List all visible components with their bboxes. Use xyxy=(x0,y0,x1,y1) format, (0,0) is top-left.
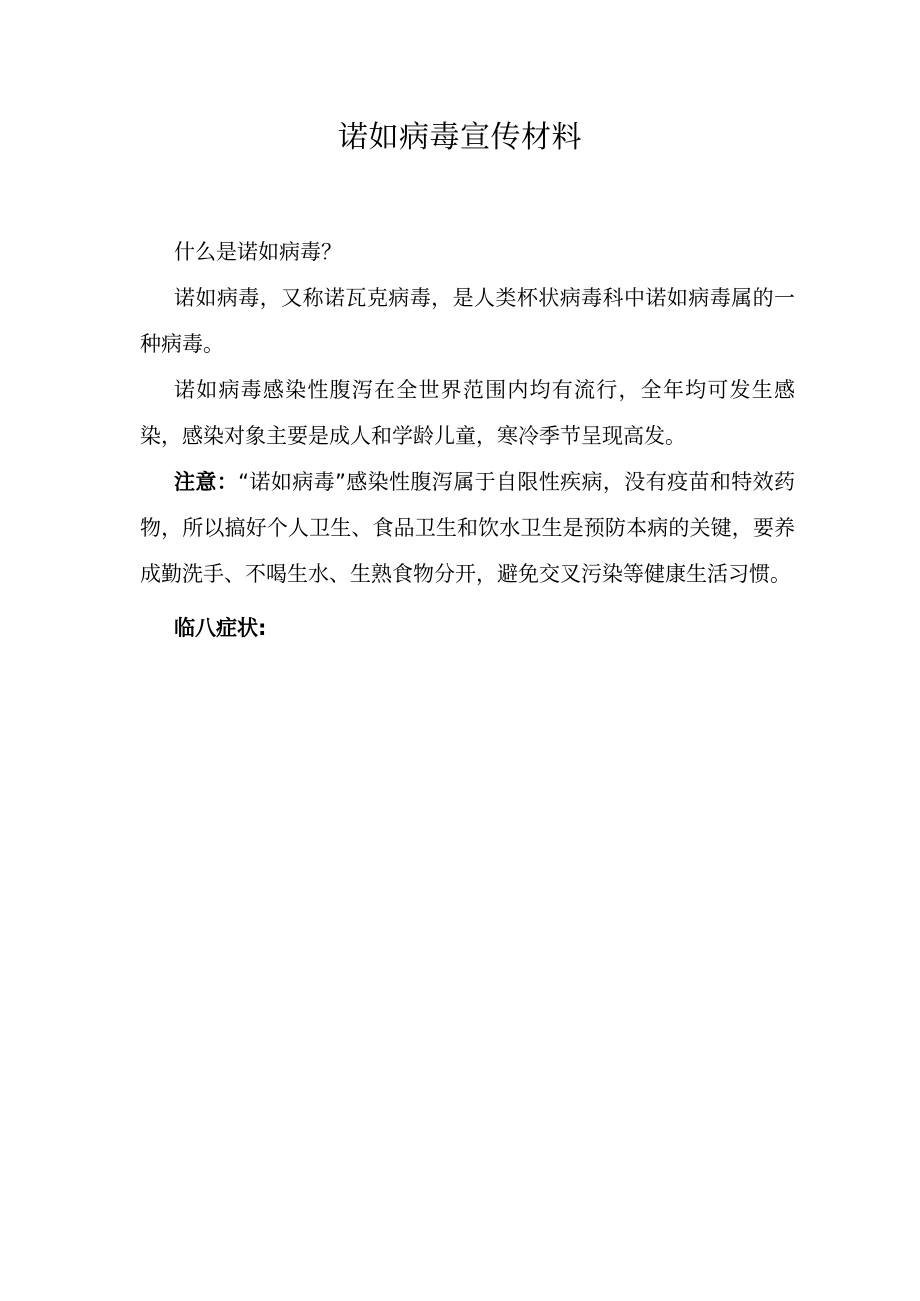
notice-label: 注意： xyxy=(174,470,239,494)
notice-text: “诺如病毒”感染性腹泻属于自限性疾病，没有疫苗和特效药物，所以搞好个人卫生、食品卫生和饮水卫生是预防本病的关键，要养成勤洗手、不喝生水、生熟食物分开，避免交叉污染等健康生活习惯。 xyxy=(140,470,796,586)
document-title: 诺如病毒宣传材料 xyxy=(338,120,582,155)
paragraph-definition: 诺如病毒，又称诺瓦克病毒，是人类杯状病毒科中诺如病毒属的一种病毒。 xyxy=(140,286,795,356)
question-line: 什么是诺如病毒？ xyxy=(174,240,342,264)
symptoms-heading: 临八症状: xyxy=(174,616,267,640)
paragraph-notice xyxy=(140,459,795,597)
document-body xyxy=(140,229,795,651)
paragraph-epidemiology: 诺如病毒感染性腹泻在全世界范围内均有流行，全年均可发生感染，感染对象主要是成人和学龄儿童，寒冷季节呈现高发。 xyxy=(140,378,795,448)
